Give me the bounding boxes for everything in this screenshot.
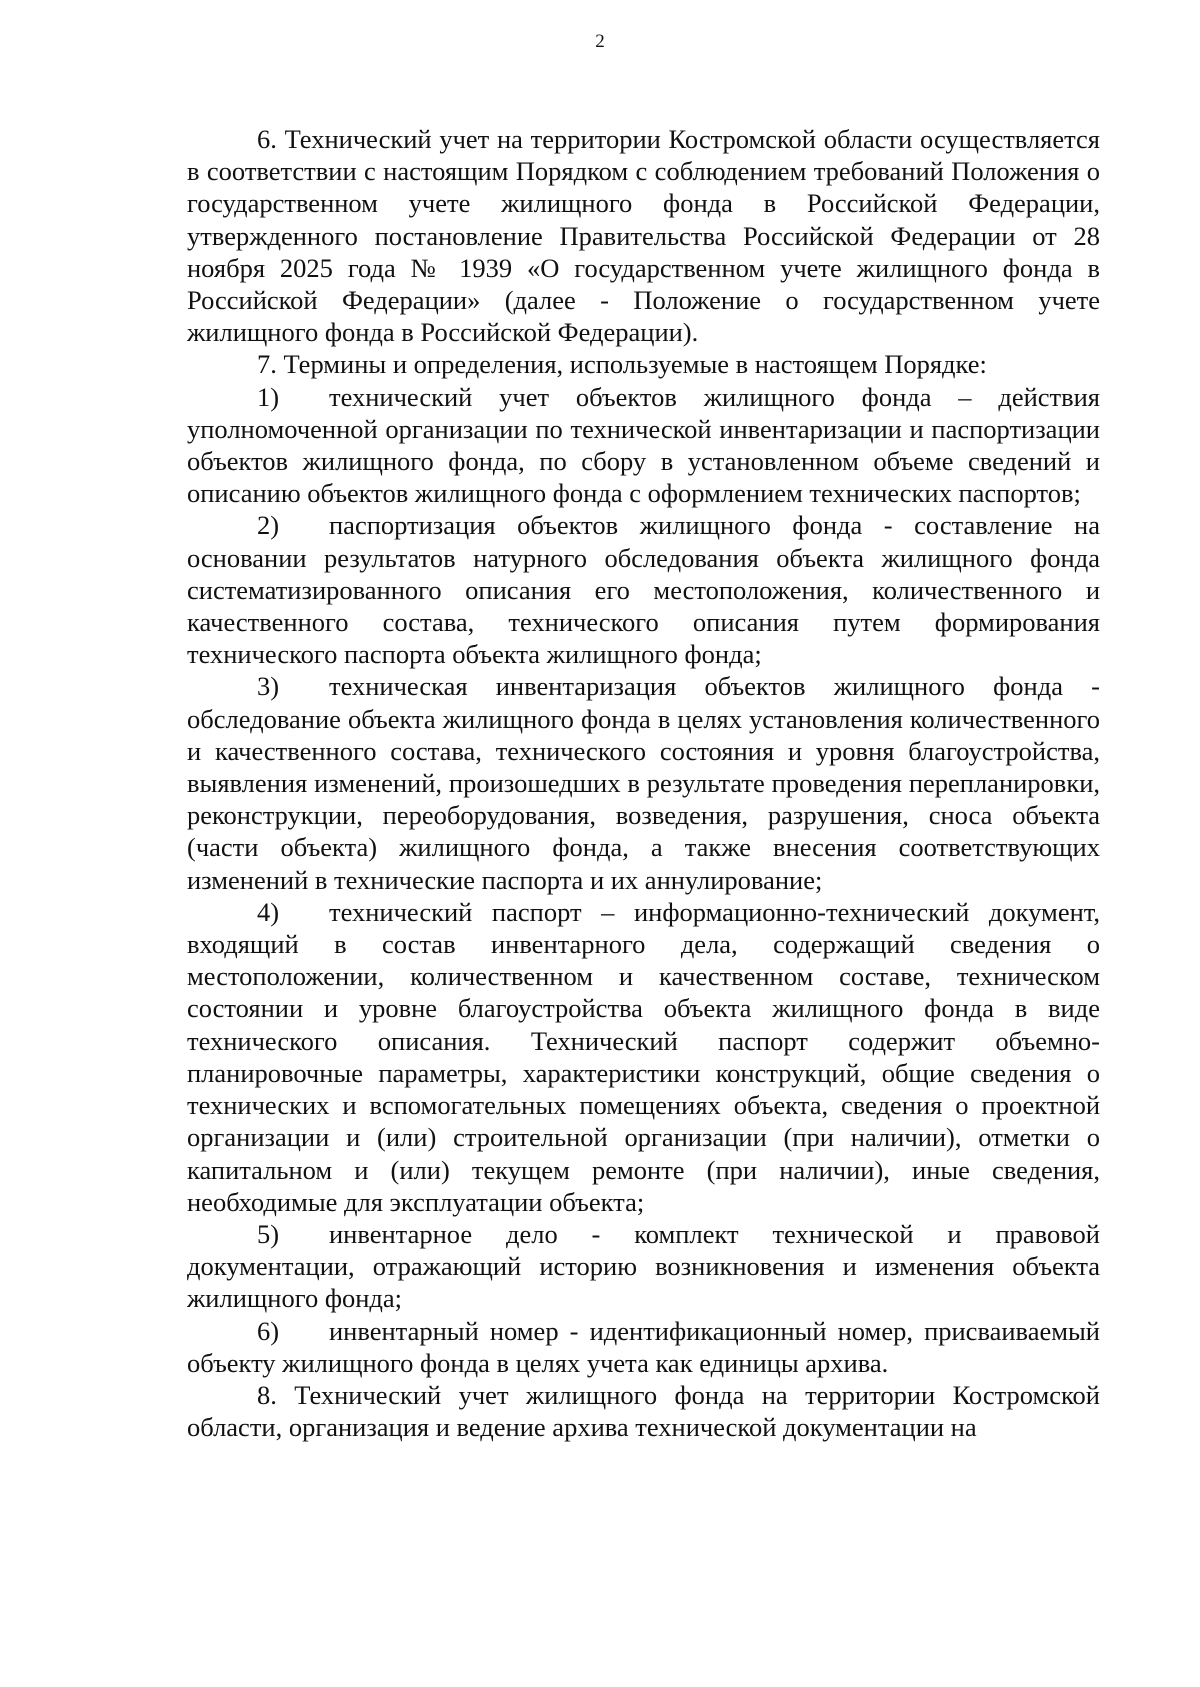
- term-text: технический паспорт – информационно-технический документ, входящий в состав инвентарного дела, содержащий сведения о местоположении, количественном и качественном составе, техническом состоянии и уровне благоустройства объекта жилищного фонда в виде технического описания. Технический паспорт содержит объемно-планировочные параметры, характеристики конструкций, общие сведения о технических и вспомогательных помещениях объекта, сведения о проектной организации и (или) строительной организации (при наличии), отметки о капитальном и (или) текущем ремонте (при наличии), иные сведения, необходимые для эксплуатации объекта;: [187, 896, 1100, 1217]
- term-text: паспортизация объектов жилищного фонда - составление на основании результатов натурного обследования объекта жилищного фонда систематизированного описания его местоположения, количественного и качественного состава, технического описания путем формирования технического паспорта объекта жилищного фонда;: [187, 510, 1100, 670]
- term-item-5: [187, 1218, 1100, 1315]
- paragraph-7: 7. Термины и определения, используемые в настоящем Порядке:: [257, 349, 987, 380]
- term-number: 3): [257, 671, 280, 702]
- term-item-2: [187, 509, 1100, 670]
- term-number: 4): [257, 896, 280, 927]
- paragraph-6: 6. Технический учет на территории Костромской области осуществляется в соответствии с настоящим Порядком с соблюдением требований Положения о государственном учете жилищного фонда в Российской Федерации, утвержденного постановление Правительства Российской Федерации от 28 ноября 2025 года № 1939 «О государственном учете жилищного фонда в Российской Федерации» (далее - Положение о государственном учете жилищного фонда в Российской Федерации).: [187, 124, 1100, 348]
- term-number: 2): [257, 510, 280, 541]
- term-number: 6): [257, 1315, 280, 1346]
- term-text: техническая инвентаризация объектов жилищного фонда - обследование объекта жилищного фонда в целях установления количественного и качественного состава, технического состояния и уровня благоустройства, выявления изменений, произошедших в результате проведения перепланировки, реконструкции, переоборудования, возведения, разрушения, сноса объекта (части объекта) жилищного фонда, а также внесения соответствующих изменений в технические паспорта и их аннулирование;: [187, 671, 1100, 895]
- term-text: технический учет объектов жилищного фонда – действия уполномоченной организации по технической инвентаризации и паспортизации объектов жилищного фонда, по сбору в установленном объеме сведений и описанию объектов жилищного фонда с оформлением технических паспортов;: [187, 381, 1100, 509]
- term-text: инвентарный номер - идентификационный номер, присваиваемый объекту жилищного фонда в целях учета как единицы архива.: [187, 1315, 1100, 1378]
- term-number: 5): [257, 1218, 280, 1249]
- term-item-4: [187, 896, 1100, 1218]
- term-item-6: [187, 1315, 1100, 1379]
- term-item-3: [187, 670, 1100, 895]
- document-body: [187, 123, 1100, 1443]
- paragraph-8: 8. Технический учет жилищного фонда на территории Костромской области, организация и ведение архива технической документации на: [187, 1379, 1100, 1443]
- term-item-1: [187, 381, 1100, 510]
- page-number: 2: [595, 31, 605, 52]
- term-number: 1): [257, 381, 280, 412]
- term-text: инвентарное дело - комплект технической и правовой документации, отражающий историю возникновения и изменения объекта жилищного фонда;: [187, 1218, 1100, 1314]
